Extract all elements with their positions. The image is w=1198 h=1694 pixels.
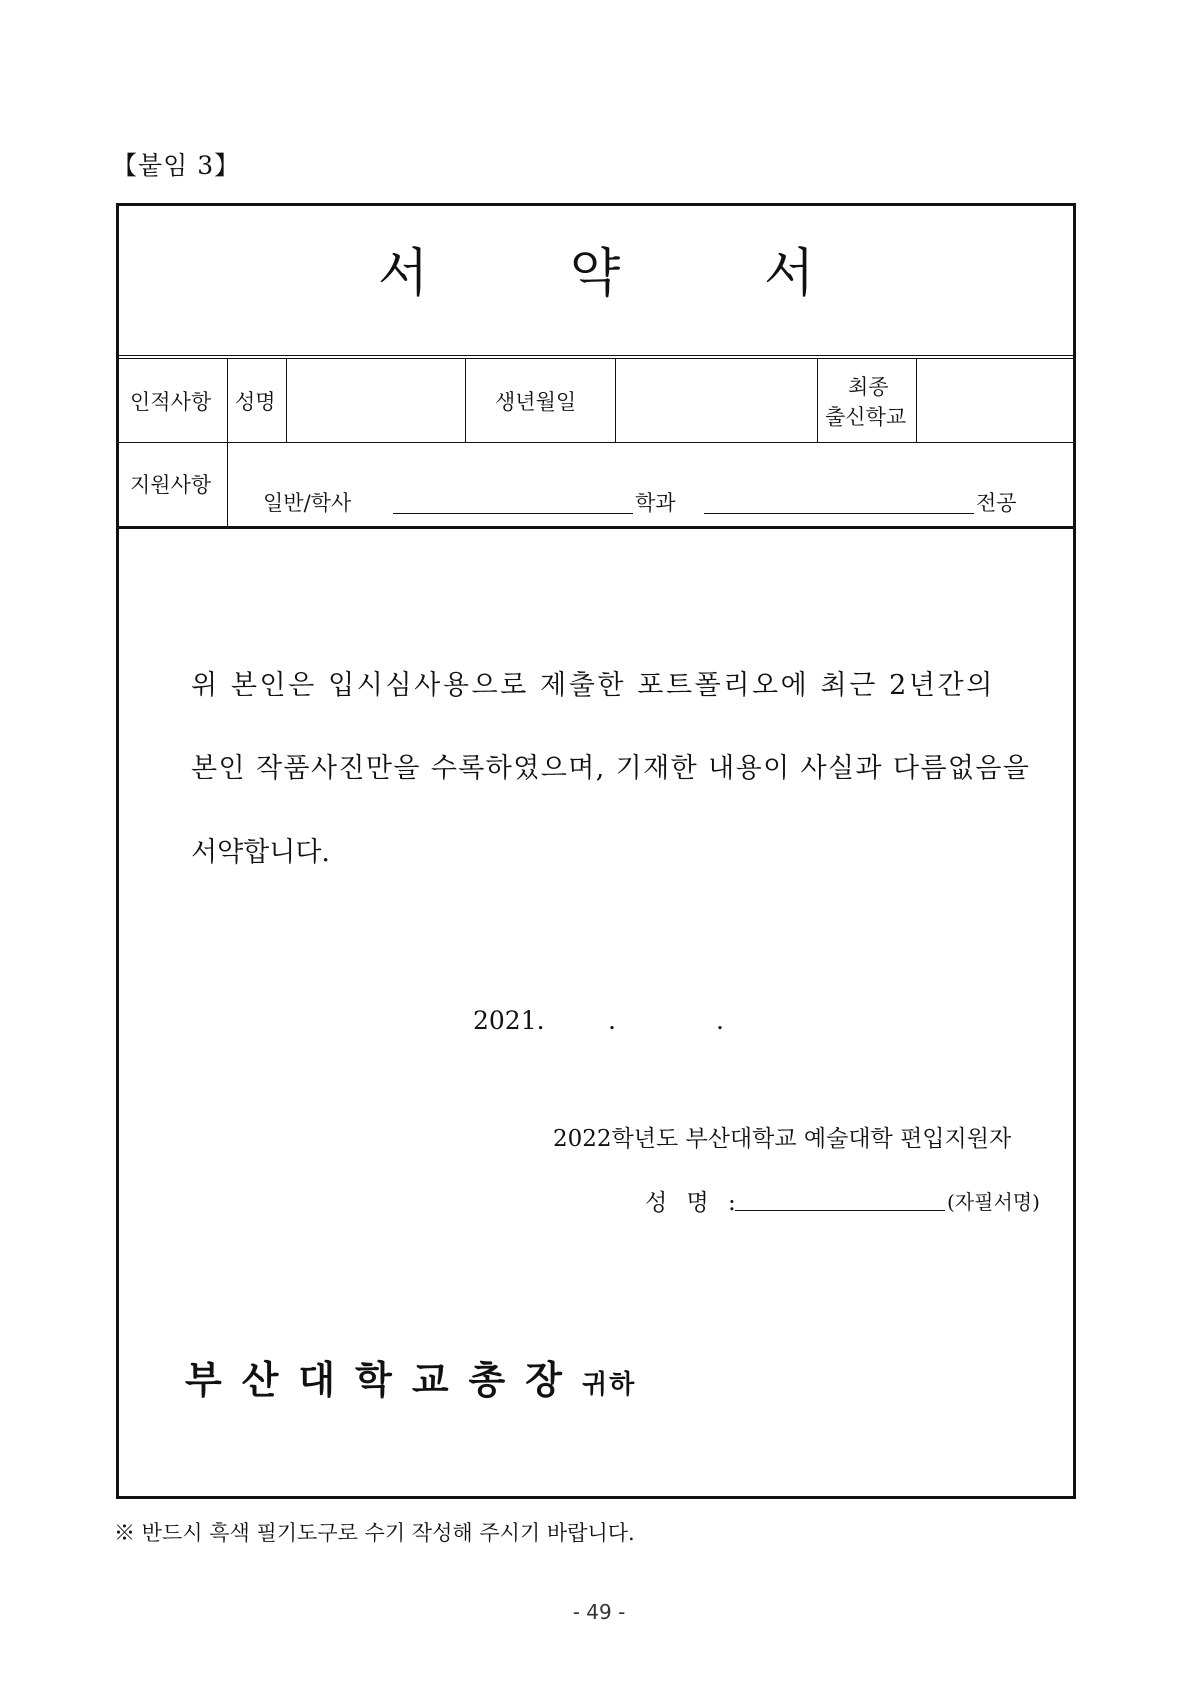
recipient-honorific: 귀하	[581, 1370, 637, 1400]
school-field[interactable]	[917, 359, 1073, 443]
divider	[227, 359, 228, 442]
name-field[interactable]	[287, 359, 465, 443]
divider	[227, 443, 228, 526]
recipient-line	[185, 1349, 636, 1404]
applicant-title: 2022학년도 부산대학교 예술대학 편입지원자	[553, 1126, 1012, 1152]
application-info-row	[119, 443, 1073, 529]
school-label-line1: 최종	[848, 375, 889, 399]
attachment-label: 【붙임 3】	[112, 151, 241, 180]
date-year: 2021.	[473, 1006, 545, 1035]
signature-field[interactable]	[735, 1210, 945, 1211]
divider	[465, 359, 466, 442]
major-field[interactable]	[704, 513, 974, 514]
divider	[817, 359, 818, 442]
title-char-2: 약	[570, 244, 621, 304]
birthdate-field[interactable]	[616, 359, 817, 443]
school-label-line2: 출신학교	[825, 405, 907, 429]
footnote: ※ 반드시 흑색 필기도구로 수기 작성해 주시기 바랍니다.	[114, 1521, 635, 1545]
application-info-label: 지원사항	[130, 473, 212, 497]
title-char-1: 서	[378, 244, 429, 304]
personal-info-row	[119, 359, 1073, 443]
birthdate-label: 생년월일	[495, 390, 577, 414]
department-field[interactable]	[393, 513, 633, 514]
department-suffix: 학과	[635, 491, 676, 515]
personal-info-label: 인적사항	[130, 390, 212, 414]
date-day-dot: .	[716, 1006, 724, 1035]
major-suffix: 전공	[976, 491, 1017, 515]
signature-suffix: (자필서명)	[947, 1190, 1040, 1214]
pledge-line-1: 위 본인은 입시심사용으로 제출한 포트폴리오에 최근 2년간의	[191, 670, 995, 701]
page-number: - 49 -	[572, 1600, 626, 1624]
title-row	[119, 206, 1073, 359]
admission-type-text: 일반/학사	[263, 491, 352, 515]
signature-label: 성 명 :	[645, 1190, 742, 1216]
pledge-form	[116, 203, 1076, 1499]
pledge-line-3: 서약합니다.	[191, 837, 330, 868]
recipient-name: 부산대학교총장	[185, 1358, 582, 1402]
date-month-dot: .	[608, 1006, 616, 1035]
pledge-line-2: 본인 작품사진만을 수록하였으며, 기재한 내용이 사실과 다름없음을	[191, 753, 1031, 784]
title-char-3: 서	[764, 244, 815, 304]
name-label: 성명	[235, 390, 276, 414]
